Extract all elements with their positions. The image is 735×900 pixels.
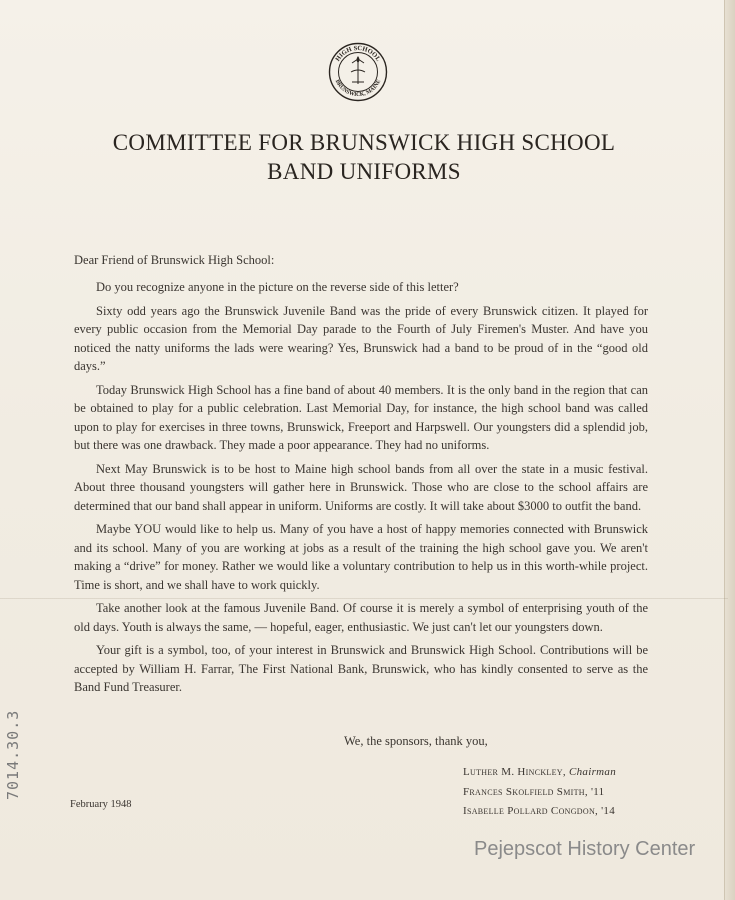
sponsor-list — [463, 763, 616, 822]
paragraph: Your gift is a symbol, too, of your interest in Brunswick and Brunswick High School. Contributions will be accepted by William H. Farrar, The First National Bank, Brunswick, who has kindly consented to serve as the Band Fund Treasurer. — [74, 643, 648, 694]
school-seal-logo — [328, 42, 388, 102]
letter-date: February 1948 — [70, 799, 132, 810]
paragraph: Sixty odd years ago the Brunswick Juvenile Band was the pride of every Brunswick citizen. It played for every public occasion from the Memorial Day parade to the Fourth of July Firemen's Muster. And have you noticed the natty uniforms the lads were wearing? Yes, Brunswick had a band to be proud of in the “good old days.” — [74, 303, 648, 373]
archive-watermark: Pejepscot History Center — [474, 838, 696, 860]
paragraph: Maybe YOU would like to help us. Many of you have a host of happy memories connected with Brunswick and its school. Many of you are working at jobs as a result of the training the high school gave you. We aren't making a “drive” for money. Rather we would like a voluntary contribution to help us in this worth-while project. Time is short, and we shall have to work quickly. — [74, 522, 648, 592]
sponsor-role: Chairman — [568, 766, 617, 778]
paragraph: Do you recognize anyone in the picture on the reverse side of this letter? — [96, 280, 459, 294]
seal-top-text: HIGH SCHOOL — [334, 44, 382, 63]
handwritten-accession-number: 7014.30.3 — [4, 709, 22, 800]
salutation: Dear Friend of Brunswick High School: — [74, 253, 275, 267]
letter-body — [74, 278, 648, 702]
sponsor-entry — [463, 763, 616, 783]
sponsor-name: Isabelle Pollard Congdon, '14 — [463, 805, 616, 817]
sponsor-name: Luther M. Hinckley, — [463, 766, 566, 778]
paragraph: Next May Brunswick is to be host to Maine high school bands from all over the state in a music festival. About three thousand youngsters will gather here in Brunswick. Those who are close to the school affairs are determined that our band shall appear in uniform. Uniforms are costly. It will take about $3000 to outfit the band. — [74, 461, 648, 513]
title-line-2: BAND UNIFORMS — [267, 159, 461, 184]
paragraph: Take another look at the famous Juvenile Band. Of course it is merely a symbol of enterprising youth of the old days. Youth is always the same, — hopeful, eager, enthusiastic. We just can't let our youngsters down. — [74, 601, 648, 634]
sponsor-entry — [463, 783, 616, 803]
sponsor-entry — [463, 802, 616, 822]
title-line-1: COMMITTEE FOR BRUNSWICK HIGH SCHOOL — [112, 130, 616, 155]
seal-bottom-text: BRUNSWICK, MAINE — [333, 78, 383, 99]
letter-title — [0, 128, 728, 186]
sponsor-name: Frances Skolfield Smith, '11 — [463, 785, 605, 798]
closing-line: We, the sponsors, thank you, — [344, 734, 488, 748]
paragraph: Today Brunswick High School has a fine band of about 40 members. It is the only band in the region that can be obtained to play for a public celebration. Last Memorial Day, for instance, the high school band was called upon to play for exercises in three towns, Brunswick, Freeport and Harpswell. Our youngsters did a splendid job, but there was one drawback. They made a poor appearance. They had no uniforms. — [74, 382, 648, 452]
